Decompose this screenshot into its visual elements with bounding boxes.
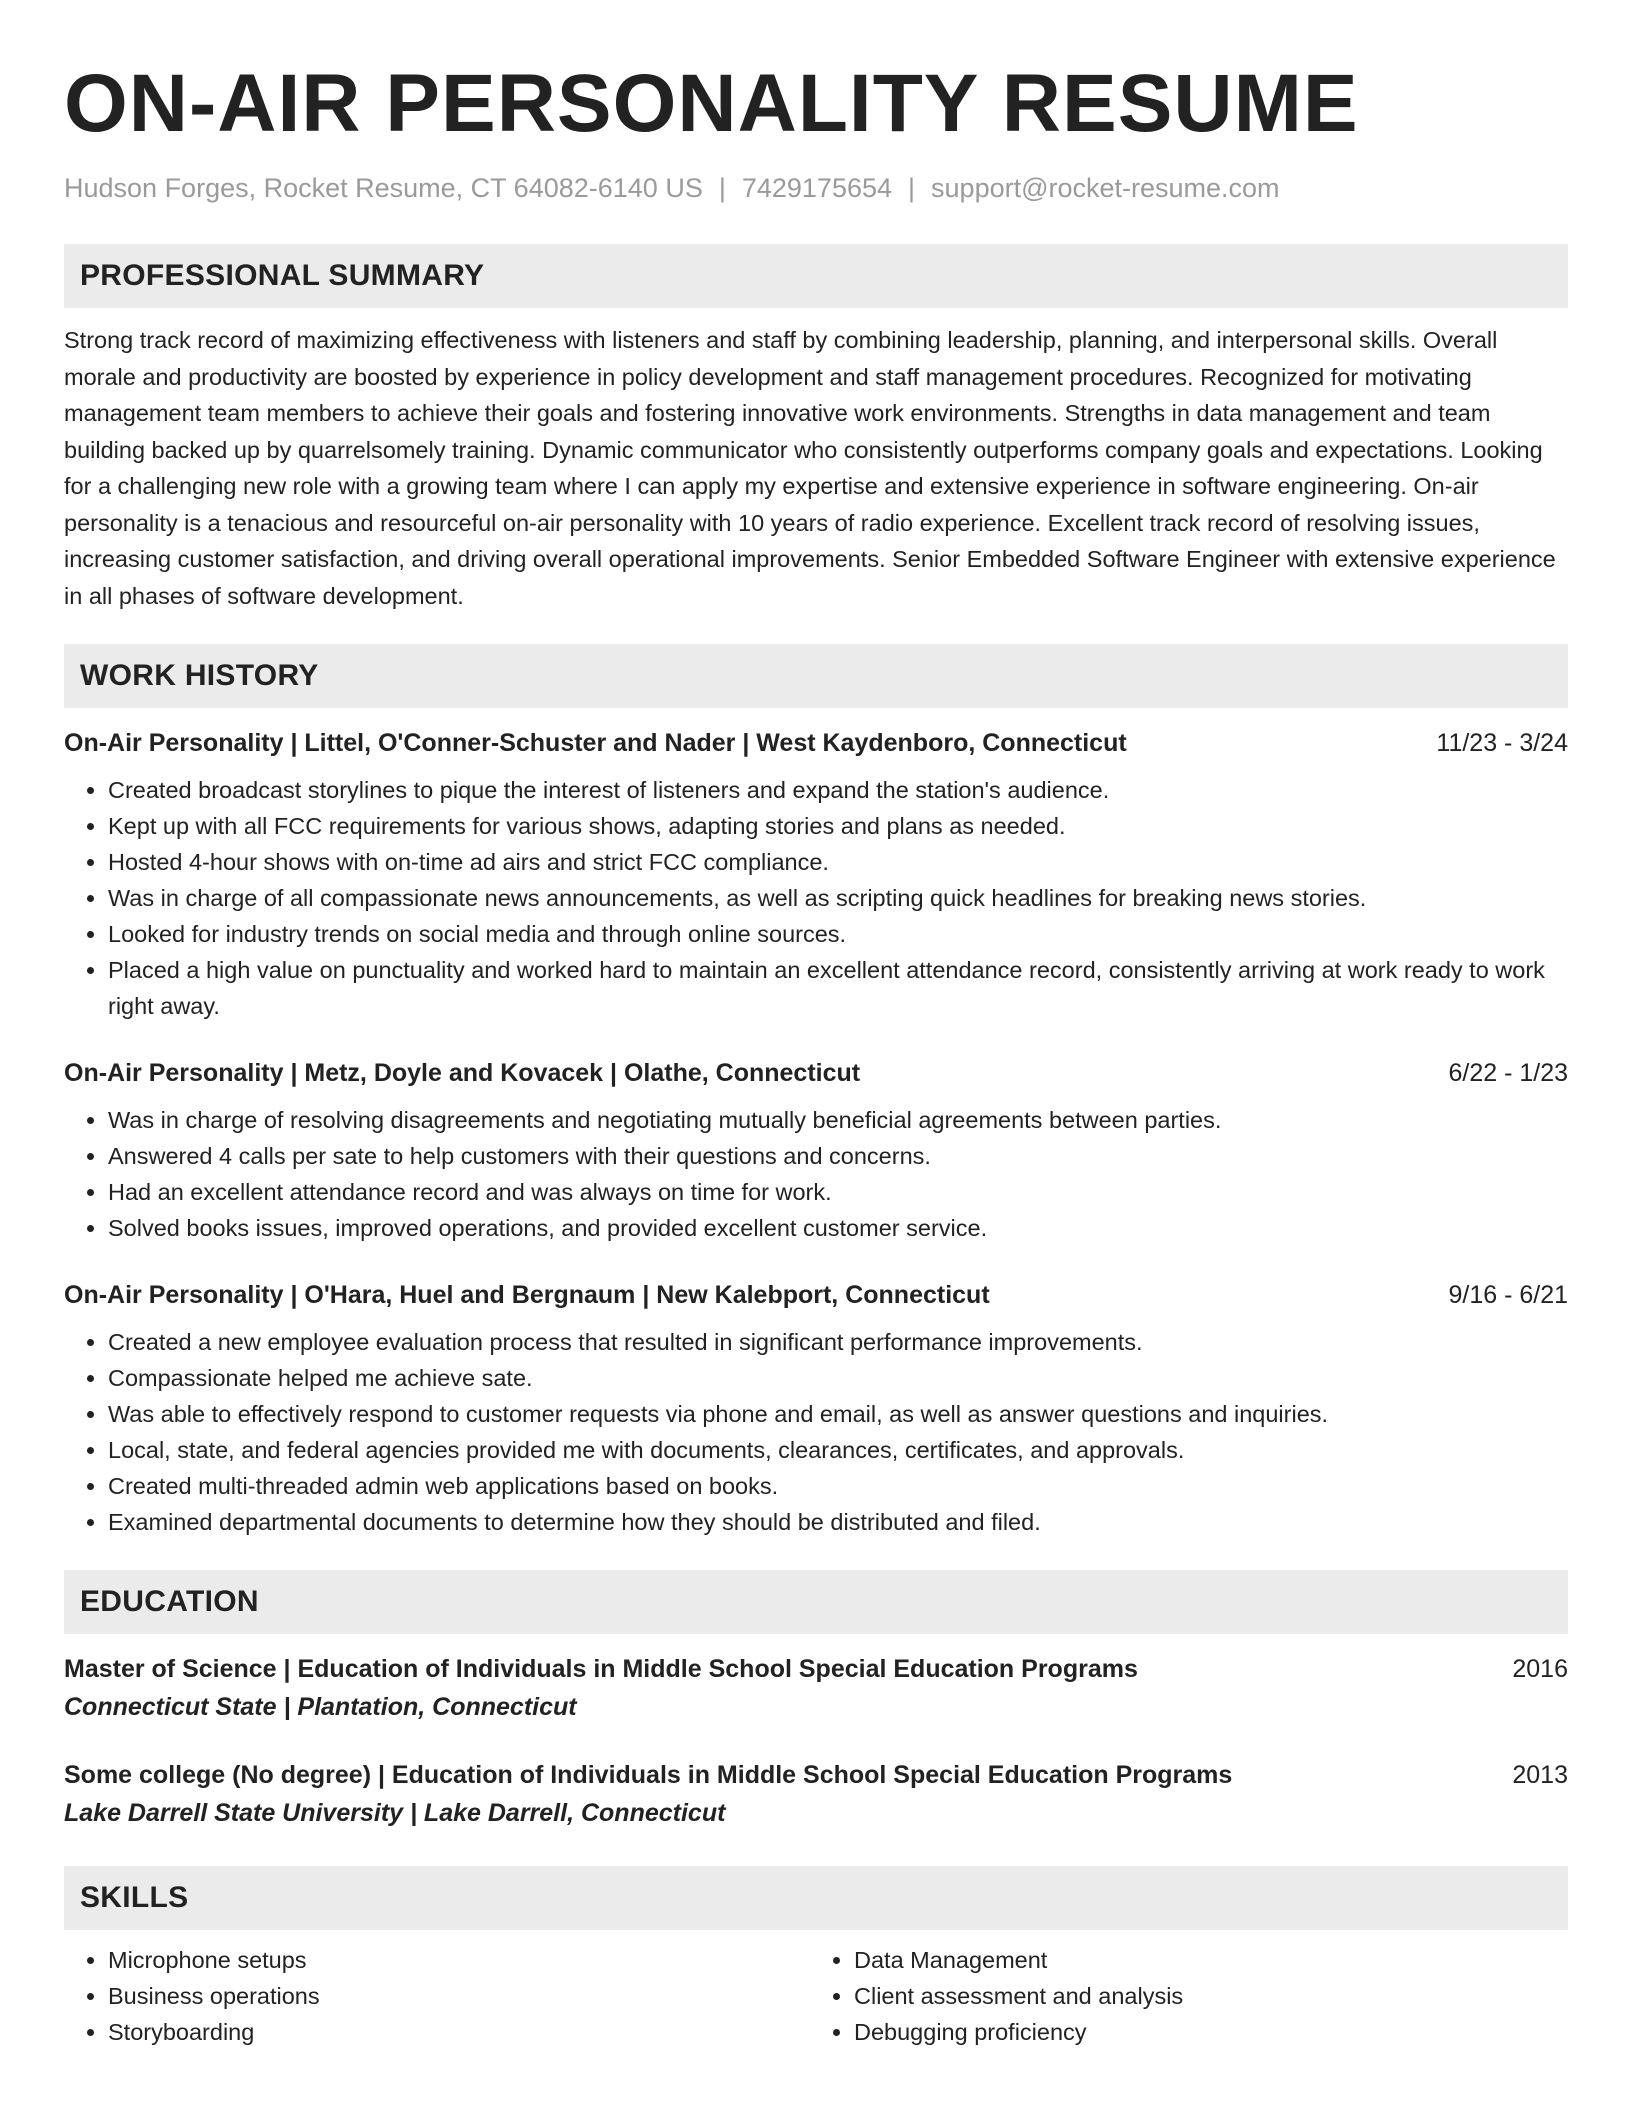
- contact-separator: |: [718, 173, 726, 203]
- list-item: • Local, state, and federal agencies provided me with documents, clearances, certificates, and approvals.: [108, 1432, 1568, 1468]
- contact-phone: 7429175654: [741, 173, 893, 203]
- contact-line: [64, 170, 1568, 206]
- job-dates: 11/23 - 3/24: [1436, 729, 1568, 757]
- list-item: • Was in charge of all compassionate news announcements, as well as scripting quick headlines for breaking news stories.: [108, 880, 1568, 916]
- list-item: • Looked for industry trends on social media and through online sources.: [108, 916, 1568, 952]
- education-school: Connecticut State | Plantation, Connecticut: [64, 1693, 577, 1721]
- skill-item: • Client assessment and analysis: [854, 1978, 1554, 2014]
- job-bullets: [64, 772, 1568, 1024]
- skill-item: • Data Management: [854, 1942, 1554, 1978]
- job-title: On-Air Personality | Metz, Doyle and Kovacek | Olathe, Connecticut: [64, 1059, 861, 1087]
- list-item: • Placed a high value on punctuality and worked hard to maintain an excellent attendance record, consistently arriving at work ready to work right away.: [108, 952, 1568, 1024]
- job-entry: [64, 1276, 1568, 1540]
- education-year: 2013: [1512, 1761, 1568, 1789]
- section-header-work: WORK HISTORY: [64, 644, 1568, 708]
- job-bullets: [64, 1102, 1568, 1246]
- education-entry: [64, 1756, 1568, 1832]
- section-header-skills: SKILLS: [64, 1866, 1568, 1930]
- list-item: • Kept up with all FCC requirements for various shows, adapting stories and plans as needed.: [108, 808, 1568, 844]
- contact-address: Hudson Forges, Rocket Resume, CT 64082-6140 US: [64, 173, 703, 203]
- summary-text: Strong track record of maximizing effectiveness with listeners and staff by combining leadership, planning, and interpersonal skills. Overall morale and productivity are boosted by experience in policy development and staff management procedures. Recognized for motivating management team members to achieve their goals and fostering innovative work environments. Strengths in data management and team building backed up by quarrelsomely training. Dynamic communicator who consistently outperforms company goals and expectations. Looking for a challenging new role with a growing team where I can apply my expertise and extensive experience in software engineering. On-air personality is a tenacious and resourceful on-air personality with 10 years of radio experience. Excellent track record of resolving issues, increasing customer satisfaction, and driving overall operational improvements. Senior Embedded Software Engineer with extensive experience in all phases of software development.: [64, 327, 1556, 609]
- skill-item: • Business operations: [108, 1978, 808, 2014]
- list-item: • Examined departmental documents to determine how they should be distributed and filed.: [108, 1504, 1568, 1540]
- list-item: • Created a new employee evaluation process that resulted in significant performance improvements.: [108, 1324, 1568, 1360]
- job-dates: 9/16 - 6/21: [1448, 1281, 1568, 1309]
- job-entry: [64, 724, 1568, 1024]
- education-degree: Some college (No degree) | Education of Individuals in Middle School Special Education Programs: [64, 1761, 1233, 1789]
- job-dates: 6/22 - 1/23: [1448, 1059, 1568, 1087]
- contact-email: support@rocket-resume.com: [931, 173, 1280, 203]
- job-title: On-Air Personality | Littel, O'Conner-Schuster and Nader | West Kaydenboro, Connecticut: [64, 729, 1127, 757]
- education-entry: [64, 1650, 1568, 1726]
- list-item: • Had an excellent attendance record and was always on time for work.: [108, 1174, 1568, 1210]
- list-item: • Hosted 4-hour shows with on-time ad airs and strict FCC compliance.: [108, 844, 1568, 880]
- skill-item: • Debugging proficiency: [854, 2014, 1554, 2050]
- job-title: On-Air Personality | O'Hara, Huel and Bergnaum | New Kalebport, Connecticut: [64, 1281, 990, 1309]
- list-item: • Answered 4 calls per sate to help customers with their questions and concerns.: [108, 1138, 1568, 1174]
- list-item: • Compassionate helped me achieve sate.: [108, 1360, 1568, 1396]
- skills-column-right: [808, 1942, 1554, 2050]
- contact-separator: |: [908, 173, 916, 203]
- list-item: • Created broadcast storylines to pique the interest of listeners and expand the station's audience.: [108, 772, 1568, 808]
- list-item: • Solved books issues, improved operations, and provided excellent customer service.: [108, 1210, 1568, 1246]
- skills-list: [64, 1942, 1568, 2050]
- job-bullets: [64, 1324, 1568, 1540]
- resume-page: [64, 0, 1568, 2050]
- list-item: • Was able to effectively respond to customer requests via phone and email, as well as answer questions and inquiries.: [108, 1396, 1568, 1432]
- list-item: • Created multi-threaded admin web applications based on books.: [108, 1468, 1568, 1504]
- job-entry: [64, 1054, 1568, 1246]
- resume-title: ON-AIR PERSONALITY RESUME: [64, 58, 1359, 149]
- education-degree: Master of Science | Education of Individuals in Middle School Special Education Programs: [64, 1655, 1138, 1683]
- skill-item: • Storyboarding: [108, 2014, 808, 2050]
- skill-item: • Microphone setups: [108, 1942, 808, 1978]
- section-header-summary: PROFESSIONAL SUMMARY: [64, 244, 1568, 308]
- list-item: • Was in charge of resolving disagreements and negotiating mutually beneficial agreements between parties.: [108, 1102, 1568, 1138]
- section-header-education: EDUCATION: [64, 1570, 1568, 1634]
- skills-column-left: [64, 1942, 808, 2050]
- education-year: 2016: [1512, 1655, 1568, 1683]
- education-school: Lake Darrell State University | Lake Darrell, Connecticut: [64, 1799, 726, 1827]
